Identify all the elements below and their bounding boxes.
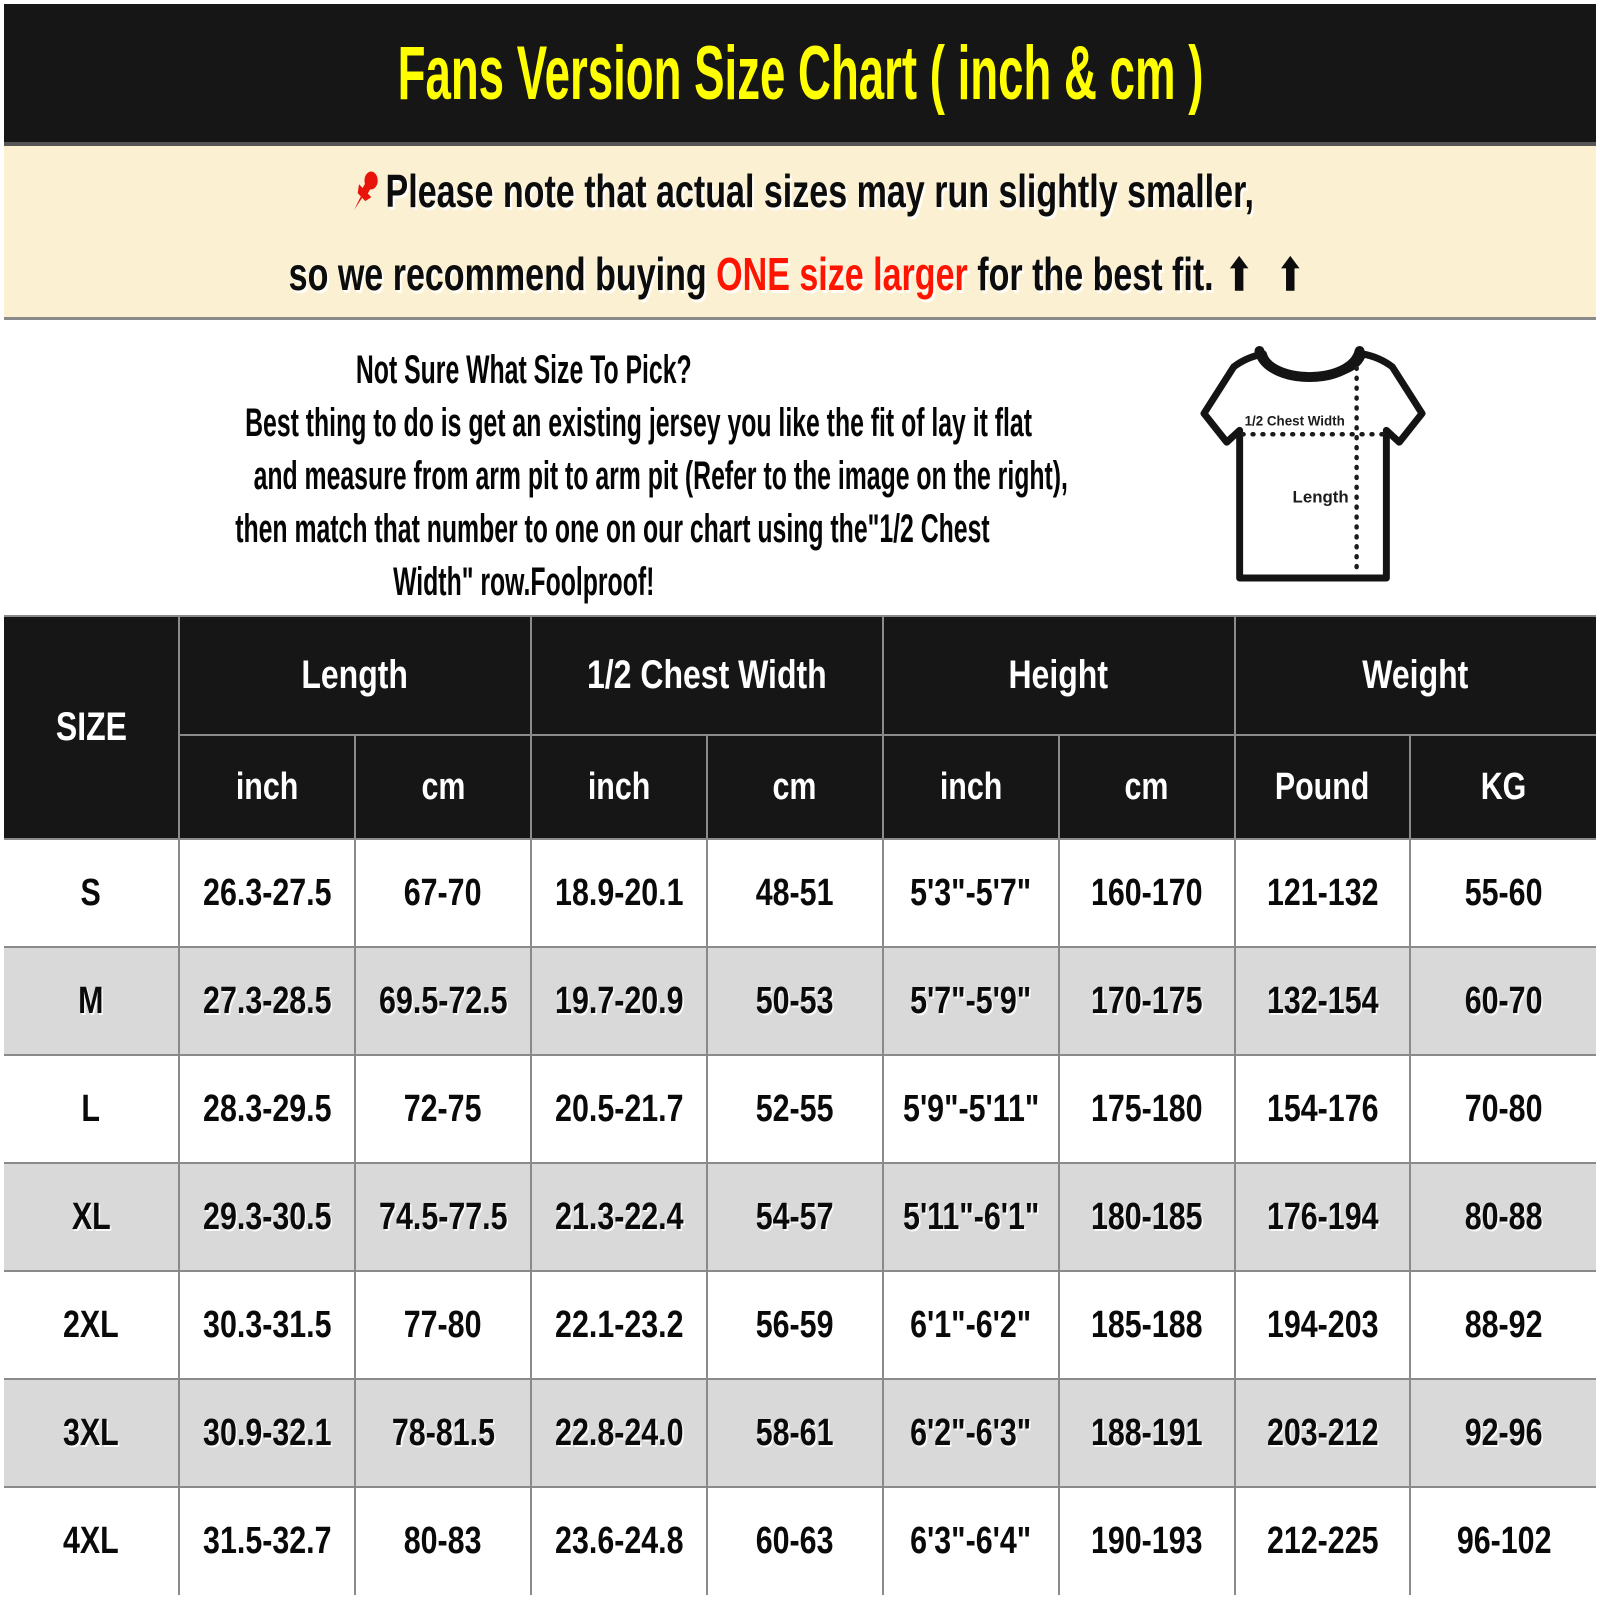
col-header-length: Length bbox=[179, 617, 531, 735]
size-cell: 2XL bbox=[4, 1271, 179, 1379]
col-header-size: SIZE bbox=[4, 617, 179, 839]
table-cell: 70-80 bbox=[1410, 1055, 1596, 1163]
table-cell: 6'1"-6'2" bbox=[883, 1271, 1059, 1379]
table-cell: 96-102 bbox=[1410, 1487, 1596, 1595]
size-cell: 4XL bbox=[4, 1487, 179, 1595]
table-cell: 77-80 bbox=[355, 1271, 531, 1379]
table-cell: 74.5-77.5 bbox=[355, 1163, 531, 1271]
table-cell: 88-92 bbox=[1410, 1271, 1596, 1379]
table-cell: 132-154 bbox=[1235, 947, 1411, 1055]
table-cell: 56-59 bbox=[707, 1271, 883, 1379]
table-cell: 121-132 bbox=[1235, 839, 1411, 947]
size-cell: XL bbox=[4, 1163, 179, 1271]
notice-text-1: Please note that actual sizes may run slightly smaller, bbox=[385, 164, 1255, 217]
table-cell: 92-96 bbox=[1410, 1379, 1596, 1487]
page-title-text: Fans Version Size Chart ( inch & cm ) bbox=[397, 30, 1203, 116]
table-cell: 31.5-32.7 bbox=[179, 1487, 355, 1595]
table-cell: 29.3-30.5 bbox=[179, 1163, 355, 1271]
table-cell: 176-194 bbox=[1235, 1163, 1411, 1271]
length-label: Length bbox=[1292, 487, 1349, 507]
table-cell: 170-175 bbox=[1059, 947, 1235, 1055]
table-cell: 180-185 bbox=[1059, 1163, 1235, 1271]
table-cell: 154-176 bbox=[1235, 1055, 1411, 1163]
guide-text bbox=[4, 320, 1068, 609]
subheader-height-inch: inch bbox=[883, 735, 1059, 839]
table-cell: 21.3-22.4 bbox=[531, 1163, 707, 1271]
table-row-m bbox=[4, 947, 1596, 1055]
table-row-2xl bbox=[4, 1271, 1596, 1379]
table-cell: 6'2"-6'3" bbox=[883, 1379, 1059, 1487]
table-cell: 26.3-27.5 bbox=[179, 839, 355, 947]
subheader-weight-pound: Pound bbox=[1235, 735, 1411, 839]
table-row-xl bbox=[4, 1163, 1596, 1271]
guide-heading: Not Sure What Size To Pick? bbox=[356, 348, 692, 392]
table-cell: 20.5-21.7 bbox=[531, 1055, 707, 1163]
size-cell: M bbox=[4, 947, 179, 1055]
subheader-chest-cm: cm bbox=[707, 735, 883, 839]
guide-line: Best thing to do is get an existing jersey you like the fit of lay it flat bbox=[245, 401, 1032, 445]
notice-line-2 bbox=[109, 247, 1491, 301]
table-cell: 22.1-23.2 bbox=[531, 1271, 707, 1379]
table-cell: 188-191 bbox=[1059, 1379, 1235, 1487]
table-cell: 190-193 bbox=[1059, 1487, 1235, 1595]
table-cell: 60-63 bbox=[707, 1487, 883, 1595]
notice-section bbox=[4, 146, 1596, 320]
guide-line: and measure from arm pit to arm pit (Refer to the image on the right), bbox=[253, 454, 1068, 498]
table-cell: 175-180 bbox=[1059, 1055, 1235, 1163]
subheader-weight-kg: KG bbox=[1410, 735, 1596, 839]
col-header-weight: Weight bbox=[1235, 617, 1596, 735]
table-cell: 28.3-29.5 bbox=[179, 1055, 355, 1163]
table-cell: 194-203 bbox=[1235, 1271, 1411, 1379]
table-cell: 69.5-72.5 bbox=[355, 947, 531, 1055]
chest-width-label: 1/2 Chest Width bbox=[1244, 413, 1345, 429]
table-cell: 54-57 bbox=[707, 1163, 883, 1271]
table-cell: 55-60 bbox=[1410, 839, 1596, 947]
subheader-length-cm: cm bbox=[355, 735, 531, 839]
table-row-4xl bbox=[4, 1487, 1596, 1595]
table-cell: 212-225 bbox=[1235, 1487, 1411, 1595]
subheader-chest-inch: inch bbox=[531, 735, 707, 839]
table-cell: 185-188 bbox=[1059, 1271, 1235, 1379]
table-cell: 52-55 bbox=[707, 1055, 883, 1163]
size-cell: 3XL bbox=[4, 1379, 179, 1487]
tshirt-outline bbox=[1204, 354, 1422, 578]
title-bar bbox=[4, 4, 1596, 146]
table-cell: 50-53 bbox=[707, 947, 883, 1055]
guide-section bbox=[4, 320, 1596, 617]
table-row-s bbox=[4, 839, 1596, 947]
page-title bbox=[129, 30, 1472, 117]
col-header-chest-width: 1/2 Chest Width bbox=[531, 617, 883, 735]
guide-line: Width" row.Foolproof! bbox=[393, 560, 655, 604]
table-cell: 18.9-20.1 bbox=[531, 839, 707, 947]
notice-text-2a: so we recommend buying bbox=[288, 247, 717, 300]
guide-line: then match that number to one on our chart using the"1/2 Chest bbox=[235, 507, 990, 551]
table-cell: 5'7"-5'9" bbox=[883, 947, 1059, 1055]
tshirt-measure-diagram bbox=[1200, 334, 1428, 596]
table-row-l bbox=[4, 1055, 1596, 1163]
table-cell: 160-170 bbox=[1059, 839, 1235, 947]
table-cell: 203-212 bbox=[1235, 1379, 1411, 1487]
table-cell: 80-88 bbox=[1410, 1163, 1596, 1271]
table-cell: 78-81.5 bbox=[355, 1379, 531, 1487]
subheader-length-inch: inch bbox=[179, 735, 355, 839]
size-chart-table bbox=[4, 617, 1596, 1595]
table-cell: 58-61 bbox=[707, 1379, 883, 1487]
table-cell: 30.3-31.5 bbox=[179, 1271, 355, 1379]
size-cell: L bbox=[4, 1055, 179, 1163]
table-cell: 5'3"-5'7" bbox=[883, 839, 1059, 947]
notice-line-1 bbox=[186, 163, 1413, 223]
size-cell: S bbox=[4, 839, 179, 947]
subheader-height-cm: cm bbox=[1059, 735, 1235, 839]
table-cell: 19.7-20.9 bbox=[531, 947, 707, 1055]
table-row-3xl bbox=[4, 1379, 1596, 1487]
table-cell: 5'9"-5'11" bbox=[883, 1055, 1059, 1163]
up-arrows: ⬆ ⬆ bbox=[1225, 250, 1312, 300]
table-cell: 67-70 bbox=[355, 839, 531, 947]
col-header-height: Height bbox=[883, 617, 1235, 735]
table-cell: 5'11"-6'1" bbox=[883, 1163, 1059, 1271]
table-cell: 6'3"-6'4" bbox=[883, 1487, 1059, 1595]
one-size-larger-highlight: ONE size larger bbox=[716, 247, 968, 300]
table-cell: 30.9-32.1 bbox=[179, 1379, 355, 1487]
table-cell: 27.3-28.5 bbox=[179, 947, 355, 1055]
table-cell: 80-83 bbox=[355, 1487, 531, 1595]
table-cell: 72-75 bbox=[355, 1055, 531, 1163]
table-cell: 23.6-24.8 bbox=[531, 1487, 707, 1595]
pushpin-icon bbox=[346, 163, 384, 223]
tshirt-collar bbox=[1259, 351, 1359, 377]
table-cell: 48-51 bbox=[707, 839, 883, 947]
notice-text-2b: for the best fit. bbox=[967, 247, 1214, 300]
table-cell: 60-70 bbox=[1410, 947, 1596, 1055]
table-cell: 22.8-24.0 bbox=[531, 1379, 707, 1487]
